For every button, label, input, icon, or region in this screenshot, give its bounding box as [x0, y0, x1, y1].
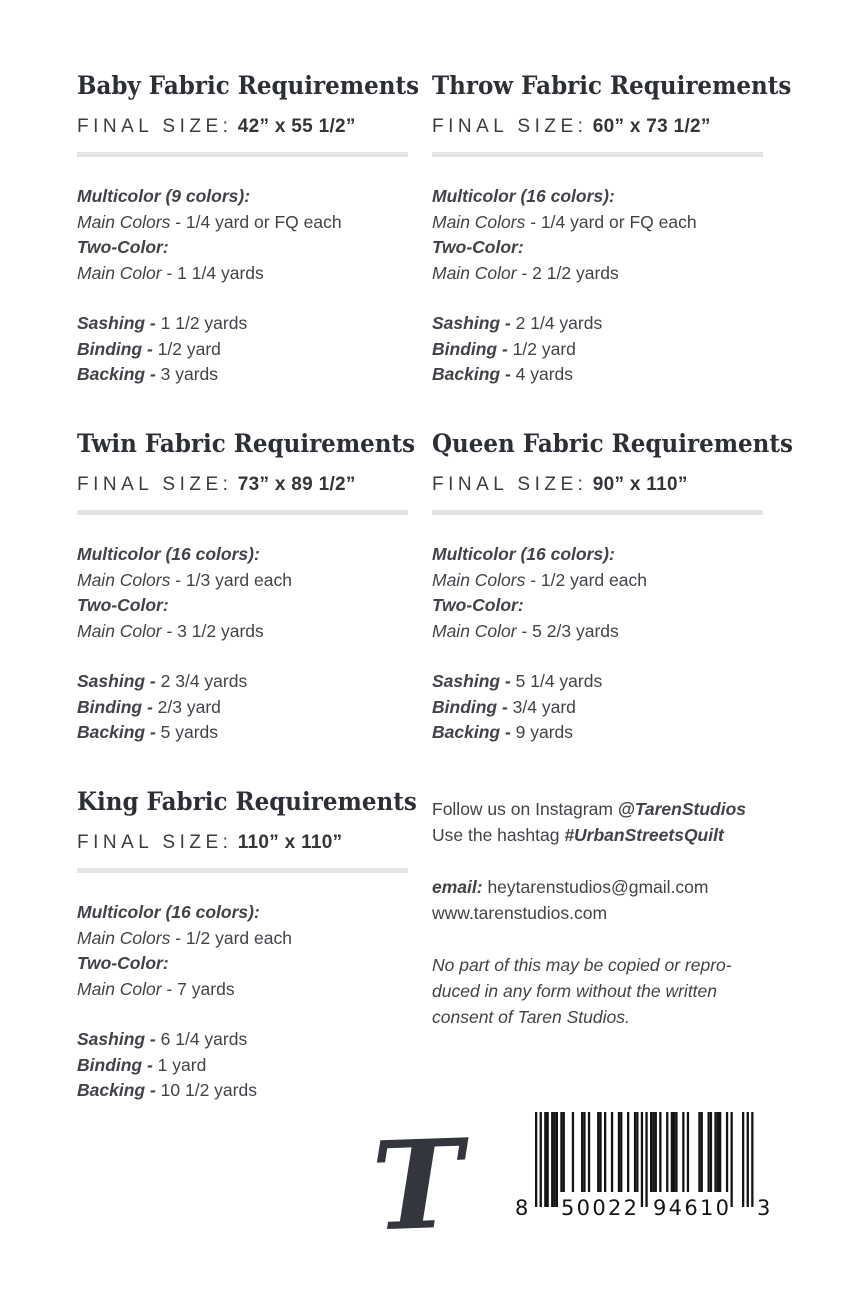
main-color-value: - 5 2/3 yards: [516, 620, 619, 641]
backing-label: Backing -: [432, 722, 511, 742]
section-title-queen: Queen Fabric Requirements: [432, 429, 793, 458]
website-line: [432, 900, 767, 926]
final-size-value: 90” x 110”: [592, 474, 688, 495]
backing-line: [432, 720, 763, 746]
multicolor-heading-label: Multicolor (16 colors):: [432, 544, 615, 564]
hashtag: #UrbanStreetsQuilt: [564, 825, 724, 845]
binding-label: Binding -: [432, 338, 508, 359]
binding-line: [432, 695, 763, 721]
final-size-value: 110” x 110”: [237, 832, 343, 853]
main-color-line: [432, 261, 763, 287]
final-size-line: [77, 832, 408, 854]
main-color-label: Main Color: [432, 620, 517, 641]
two-color-heading: [77, 951, 408, 977]
binding-value: 1/2 yard: [152, 338, 221, 359]
section-baby: [77, 71, 420, 388]
section-title-baby: Baby Fabric Requirements: [77, 71, 420, 100]
binding-label: Binding -: [432, 696, 508, 717]
section-title-king: King Fabric Requirements: [77, 787, 417, 816]
section-throw: [432, 71, 792, 388]
email-label: email:: [432, 877, 483, 897]
binding-value: 1/2 yard: [507, 338, 576, 359]
backing-line: [77, 362, 408, 388]
two-color-heading-label: Two-Color:: [432, 595, 524, 615]
backing-label: Backing -: [77, 722, 156, 742]
group-gap: [77, 286, 408, 311]
backing-line: [432, 362, 763, 388]
instagram-line: [432, 796, 767, 822]
divider: [432, 510, 763, 515]
sashing-line: [432, 311, 763, 337]
multicolor-heading: [77, 184, 408, 210]
multicolor-heading-label: Multicolor (16 colors):: [77, 902, 260, 922]
copyright-line: No part of this may be copied or repro-: [432, 955, 732, 975]
multicolor-heading: [77, 542, 408, 568]
group-gap: [77, 644, 408, 669]
main-colors-value: - 1/2 yard each: [170, 927, 292, 948]
email-line: [432, 874, 767, 900]
main-colors-label: Main Colors: [432, 569, 526, 590]
sashing-value: 5 1/4 yards: [510, 671, 603, 691]
section-title-throw: Throw Fabric Requirements: [432, 71, 792, 100]
main-colors-label: Main Colors: [432, 211, 526, 232]
multicolor-heading-label: Multicolor (9 colors):: [77, 186, 251, 206]
main-colors-value: - 1/4 yard or FQ each: [170, 211, 342, 232]
main-color-label: Main Color: [77, 978, 162, 999]
sashing-label: Sashing -: [432, 313, 511, 333]
divider: [77, 868, 408, 873]
final-size-label: FINAL SIZE:: [432, 116, 588, 137]
hashtag-prefix: Use the hashtag: [432, 825, 565, 845]
binding-line: [77, 695, 408, 721]
main-colors-value: - 1/3 yard each: [170, 569, 292, 590]
group-gap: [432, 644, 763, 669]
instagram-prefix: Follow us on Instagram: [432, 799, 618, 819]
sashing-line: [432, 669, 763, 695]
binding-value: 3/4 yard: [507, 696, 576, 717]
final-size-value: 73” x 89 1/2”: [237, 474, 356, 495]
group-gap: [432, 286, 763, 311]
main-colors-line: [77, 568, 408, 594]
requirements-list: [77, 900, 408, 1104]
divider: [77, 510, 408, 515]
main-color-line: [77, 977, 408, 1003]
sashing-value: 2 1/4 yards: [510, 313, 603, 333]
main-colors-value: - 1/2 yard each: [525, 569, 647, 590]
two-color-heading-label: Two-Color:: [432, 237, 524, 257]
section-twin: [77, 429, 416, 746]
main-color-value: - 3 1/2 yards: [161, 620, 264, 641]
two-color-heading-label: Two-Color:: [77, 595, 169, 615]
main-color-value: - 2 1/2 yards: [516, 262, 619, 283]
binding-value: 1 yard: [152, 1054, 207, 1075]
main-colors-line: [432, 210, 763, 236]
backing-label: Backing -: [77, 364, 156, 384]
binding-line: [77, 1053, 408, 1079]
main-colors-label: Main Colors: [77, 569, 171, 590]
two-color-heading: [432, 593, 763, 619]
backing-value: 5 yards: [155, 722, 219, 742]
backing-value: 3 yards: [155, 364, 219, 384]
contact-block: [432, 796, 767, 1030]
final-size-line: [77, 474, 408, 496]
main-color-line: [77, 619, 408, 645]
binding-value: 2/3 yard: [152, 696, 221, 717]
divider: [77, 152, 408, 157]
final-size-line: [432, 474, 763, 496]
requirements-list: [432, 542, 763, 746]
two-color-heading-label: Two-Color:: [77, 237, 169, 257]
taren-studios-logo: T: [369, 1111, 466, 1259]
final-size-label: FINAL SIZE:: [77, 116, 233, 137]
svg-text:8: 8: [515, 1196, 529, 1220]
main-colors-label: Main Colors: [77, 927, 171, 948]
final-size-value: 42” x 55 1/2”: [237, 116, 356, 137]
section-king: [77, 787, 417, 1104]
sashing-line: [77, 1027, 408, 1053]
copyright-line: duced in any form without the written: [432, 981, 718, 1001]
multicolor-heading: [432, 184, 763, 210]
two-color-heading: [77, 235, 408, 261]
section-queen: [432, 429, 793, 746]
final-size-label: FINAL SIZE:: [77, 832, 233, 853]
main-color-line: [77, 261, 408, 287]
sashing-label: Sashing -: [77, 1029, 156, 1049]
backing-value: 9 yards: [510, 722, 574, 742]
binding-label: Binding -: [77, 696, 153, 717]
main-color-label: Main Color: [77, 620, 162, 641]
final-size-line: [432, 116, 763, 138]
sashing-label: Sashing -: [432, 671, 511, 691]
backing-label: Backing -: [432, 364, 511, 384]
sashing-value: 1 1/2 yards: [155, 313, 248, 333]
svg-text:50022: 50022: [561, 1196, 637, 1220]
main-color-value: - 7 yards: [161, 978, 235, 999]
backing-value: 10 1/2 yards: [155, 1080, 257, 1100]
final-size-label: FINAL SIZE:: [432, 474, 588, 495]
requirements-list: [77, 542, 408, 746]
sashing-value: 6 1/4 yards: [155, 1029, 248, 1049]
backing-line: [77, 720, 408, 746]
email-value: heytarenstudios@gmail.com: [482, 877, 709, 897]
backing-line: [77, 1078, 408, 1104]
svg-text:3: 3: [757, 1196, 771, 1220]
final-size-value: 60” x 73 1/2”: [592, 116, 711, 137]
svg-text:94610: 94610: [653, 1196, 729, 1220]
final-size-line: [77, 116, 408, 138]
main-colors-line: [432, 568, 763, 594]
group-gap: [77, 1002, 408, 1027]
sashing-label: Sashing -: [77, 313, 156, 333]
multicolor-heading: [77, 900, 408, 926]
main-color-label: Main Color: [432, 262, 517, 283]
instagram-handle: @TarenStudios: [617, 799, 747, 819]
sashing-line: [77, 311, 408, 337]
main-colors-label: Main Colors: [77, 211, 171, 232]
copyright-line: consent of Taren Studios.: [432, 1007, 630, 1027]
requirements-list: [432, 184, 763, 388]
main-color-label: Main Color: [77, 262, 162, 283]
sashing-value: 2 3/4 yards: [155, 671, 248, 691]
multicolor-heading-label: Multicolor (16 colors):: [77, 544, 260, 564]
main-colors-line: [77, 926, 408, 952]
backing-label: Backing -: [77, 1080, 156, 1100]
main-color-value: - 1 1/4 yards: [161, 262, 264, 283]
main-colors-value: - 1/4 yard or FQ each: [525, 211, 697, 232]
main-colors-line: [77, 210, 408, 236]
multicolor-heading-label: Multicolor (16 colors):: [432, 186, 615, 206]
backing-value: 4 yards: [510, 364, 574, 384]
copyright-notice: [432, 952, 767, 1030]
binding-line: [77, 337, 408, 363]
divider: [432, 152, 763, 157]
hashtag-line: [432, 822, 767, 848]
two-color-heading: [77, 593, 408, 619]
requirements-list: [77, 184, 408, 388]
final-size-label: FINAL SIZE:: [77, 474, 233, 495]
main-color-line: [432, 619, 763, 645]
barcode: [505, 1112, 775, 1224]
two-color-heading: [432, 235, 763, 261]
sashing-line: [77, 669, 408, 695]
sashing-label: Sashing -: [77, 671, 156, 691]
website-url: www.tarenstudios.com: [432, 903, 608, 923]
section-title-twin: Twin Fabric Requirements: [77, 429, 416, 458]
multicolor-heading: [432, 542, 763, 568]
binding-label: Binding -: [77, 1054, 153, 1075]
two-color-heading-label: Two-Color:: [77, 953, 169, 973]
binding-line: [432, 337, 763, 363]
binding-label: Binding -: [77, 338, 153, 359]
